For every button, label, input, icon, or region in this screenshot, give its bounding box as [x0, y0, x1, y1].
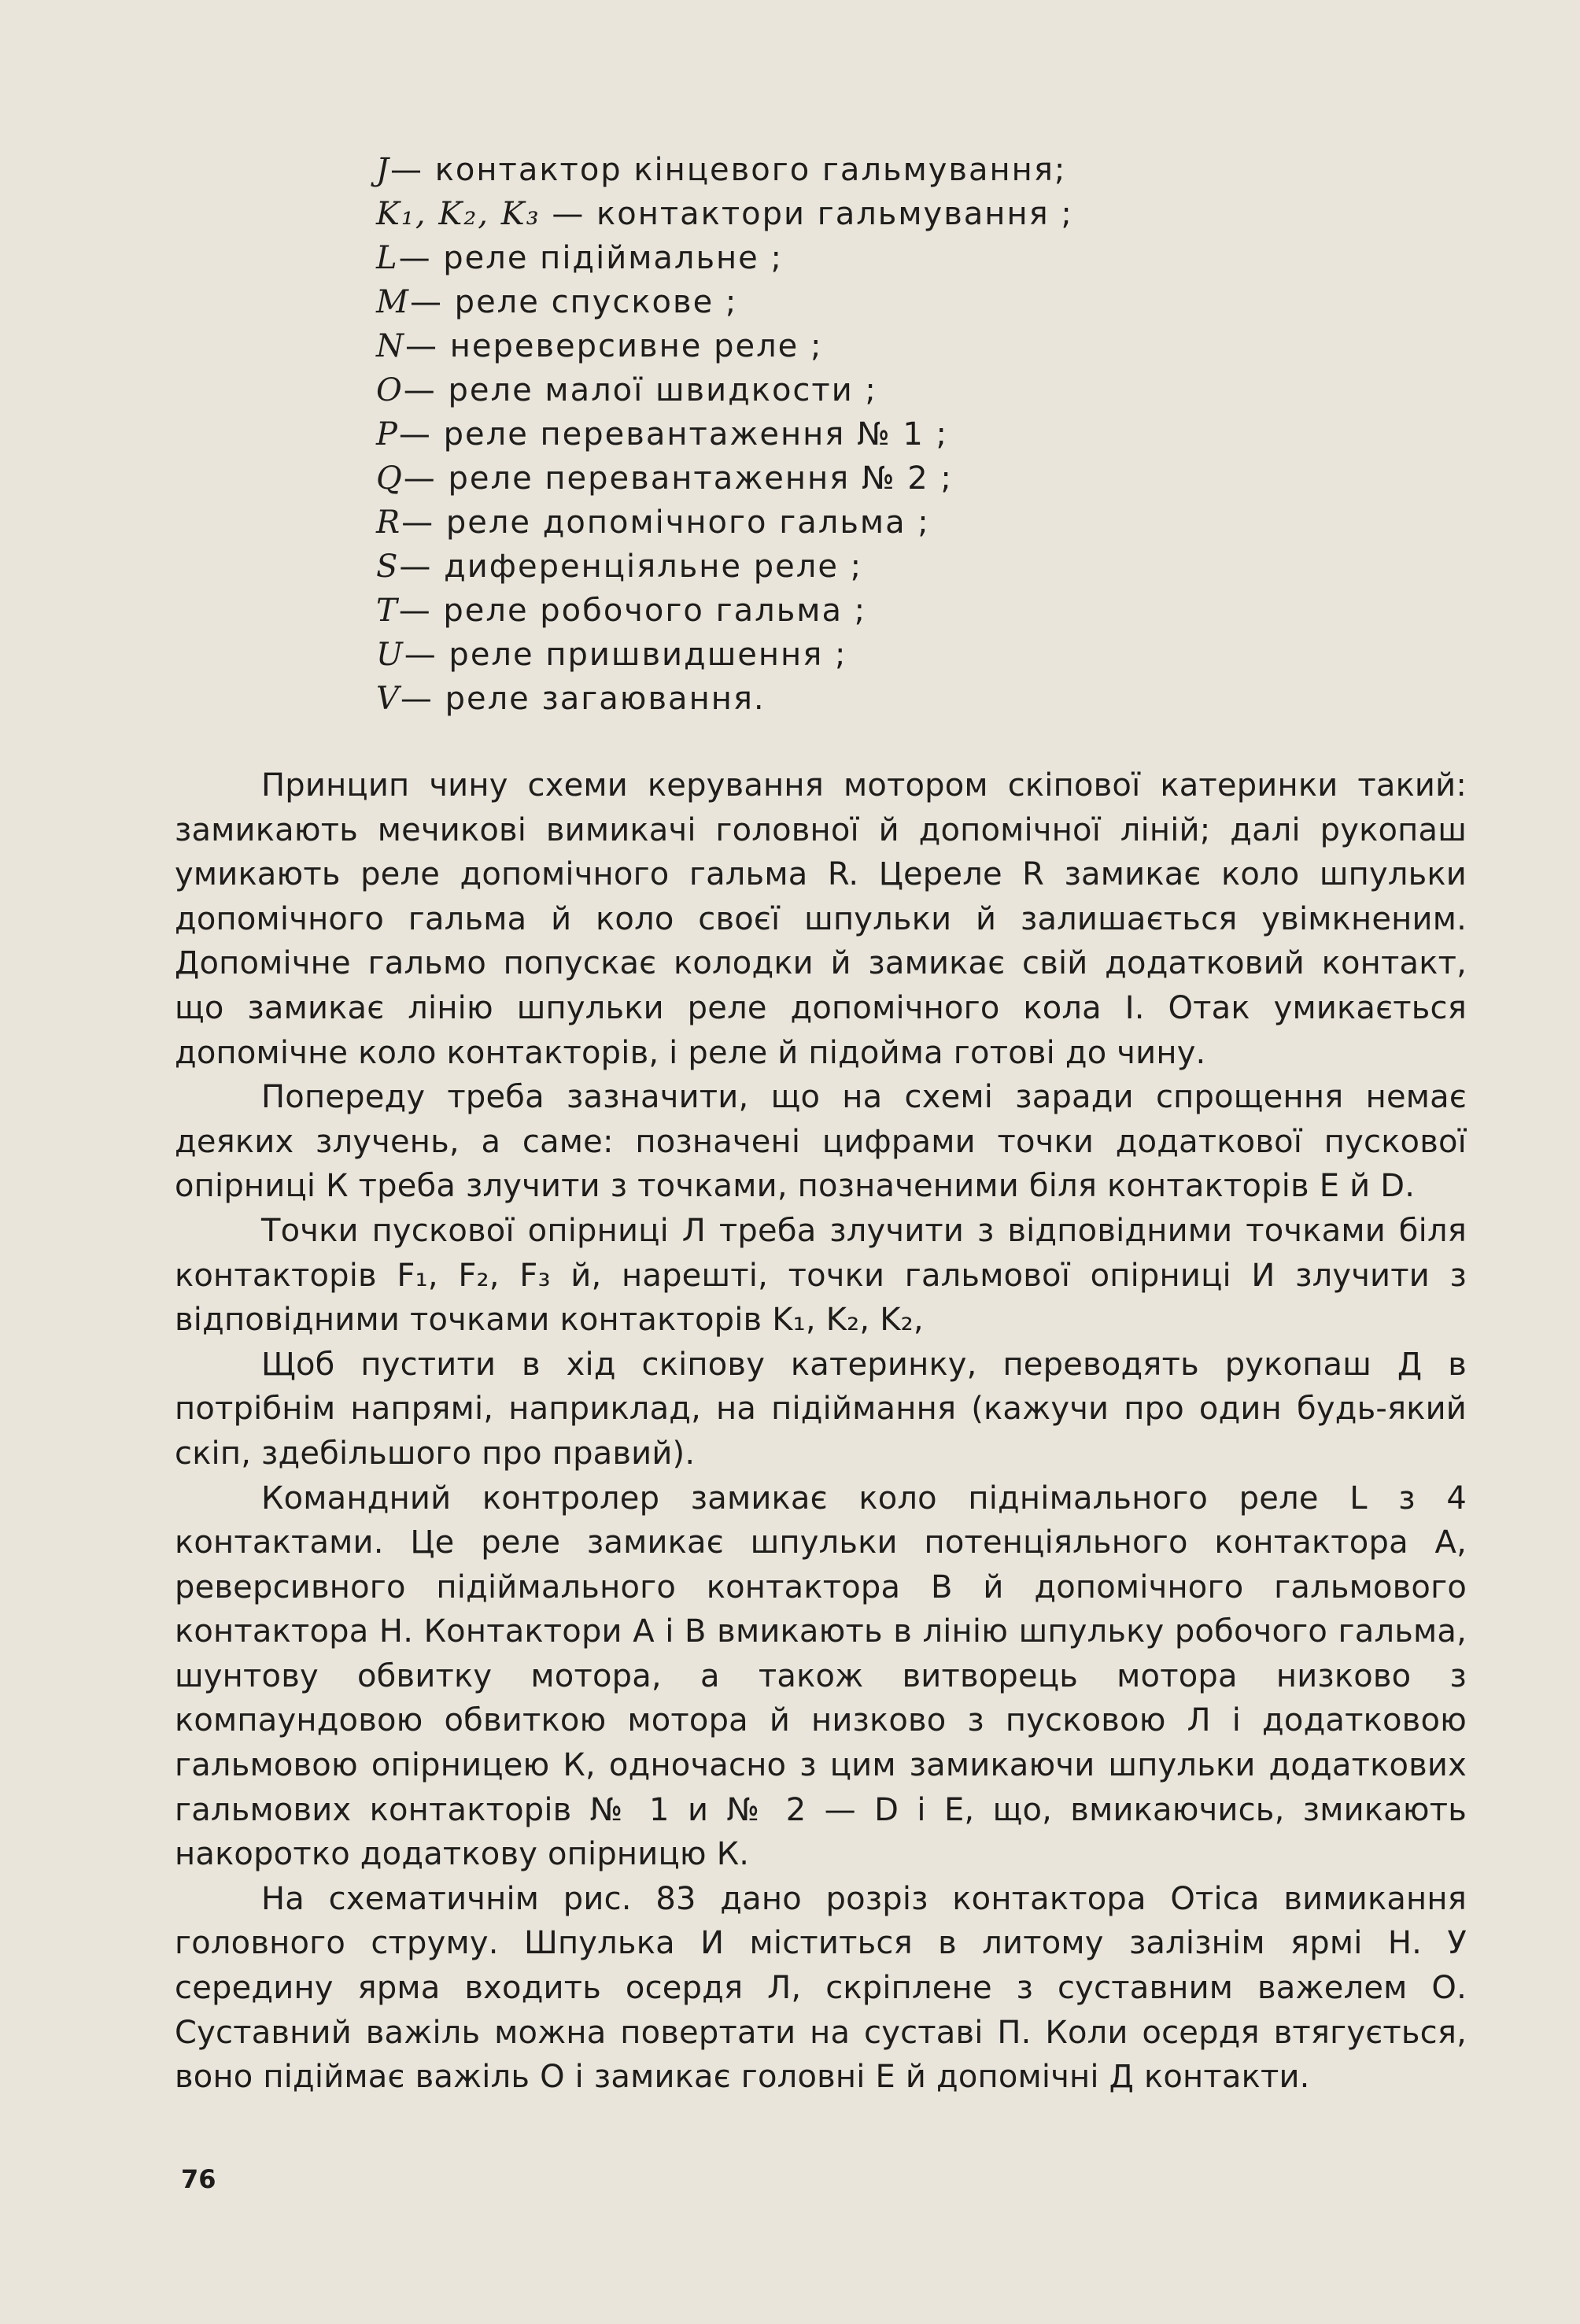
legend-item [376, 280, 1163, 324]
legend-symbol: N [376, 328, 405, 364]
paragraph: Попереду треба зазначити, що на схемі заради спрощення немає деяких злучень, а саме: позначені цифрами точки додаткової пускової опірниці К треба злучити з точками, позначеними біля контакторів Е й D. [175, 1079, 1467, 1205]
legend-text: — реле малої швидкости ; [403, 372, 877, 408]
legend-item [376, 412, 1163, 456]
legend-item [376, 589, 1163, 633]
legend-item [376, 192, 1163, 236]
paragraph: Принцип чину схеми керування мотором скіпової катеринки такий: замикають мечикові вимикачі головної й допомічної ліній; далі рукопаш умикають реле допомічного гальма R. Цереле R замикає коло шпульки допомічного гальма й коло своєї шпульки й залишається увімкненим. Допомічне гальмо попускає колодки й замикає свій додатковий контакт, що замикає лінію шпульки реле допомічного кола I. Отак умикається допомічне коло контакторів, і реле й підойма готові до чину. [175, 767, 1467, 1071]
legend-item [376, 324, 1163, 368]
legend-symbol: Q [376, 460, 404, 497]
legend-item [376, 148, 1163, 192]
legend-text: — реле підіймальне ; [398, 240, 783, 276]
legend-item [376, 456, 1163, 501]
paragraph: Командний контролер замикає коло піднімального реле L з 4 контактами. Це реле замикає шпульки потенціяльного контактора А, реверсивного підіймального контактора В й допомічного гальмового контактора Н. Контактори А і В вмикають в лінію шпульку робочого гальма, шунтову обвитку мотора, а також витворець мотора низково з компаундовою обвиткою мотора й низково з пусковою Л і додатковою гальмовою опірницею К, одночасно з цим замикаючи шпульки додаткових гальмових контакторів № 1 и № 2 — D і Е, що, вмикаючись, змикають накоротко додаткову опірницю К. [175, 1480, 1467, 1873]
legend-symbol: P [376, 416, 399, 453]
legend-symbol: J [376, 152, 391, 188]
paragraph: На схематичнім рис. 83 дано розріз контактора Отіса вимикання головного струму. Шпулька И міститься в литому залізнім ярмі Н. У середину ярма входить осердя Л, скріплене з суставним важелем О. Суставний важіль можна повертати на суставі П. Коли осердя втягується, воно підіймає важіль О і замикає головні Е й допомічні Д контакти. [175, 1880, 1467, 2096]
legend-symbol: V [376, 681, 401, 717]
legend-text: — реле пришвидшення ; [404, 637, 847, 673]
legend-text: — реле перевантаження № 1 ; [398, 416, 949, 453]
legend-symbol: U [376, 637, 404, 673]
legend-text: — контактори гальмування ; [540, 196, 1073, 232]
legend-symbol: L [376, 240, 399, 276]
legend-text: — реле спускове ; [409, 284, 738, 320]
symbol-legend [376, 148, 1163, 721]
legend-item [376, 677, 1163, 721]
paragraph: Щоб пустити в хід скіпову катеринку, переводять рукопаш Д в потрібнім напрямі, наприклад, на підіймання (кажучи про один будь-який скіп, здебільшого про правий). [175, 1346, 1467, 1472]
legend-text: — реле робочого гальма ; [398, 593, 867, 629]
body-text [175, 763, 1467, 2100]
page-number: 76 [181, 2164, 216, 2194]
legend-symbol: O [376, 372, 404, 408]
legend-symbol: T [376, 593, 399, 629]
legend-item [376, 633, 1163, 677]
legend-symbol: K₁, K₂, K₃ [376, 196, 541, 232]
legend-item [376, 236, 1163, 280]
legend-item [376, 545, 1163, 589]
legend-text: — диференціяльне реле ; [399, 549, 863, 585]
legend-symbol: R [376, 504, 402, 541]
legend-item [376, 501, 1163, 545]
legend-item [376, 368, 1163, 412]
legend-symbol: S [376, 549, 400, 585]
legend-text: — контактор кінцевого гальмування; [390, 152, 1067, 188]
legend-symbol: M [376, 284, 410, 320]
legend-text: — реле допомічного гальма ; [401, 504, 930, 541]
legend-text: — реле перевантаження № 2 ; [403, 460, 953, 497]
legend-text: — нереверсивне реле ; [405, 328, 823, 364]
paragraph: Точки пускової опірниці Л треба злучити з відповідними точками біля контакторів F₁, F₂, F₃ й, нарешті, точки гальмової опірниці И злучити з відповідними точками контакторів K₁, K₂, K₂, [175, 1212, 1467, 1339]
legend-text: — реле загаювання. [400, 681, 766, 717]
